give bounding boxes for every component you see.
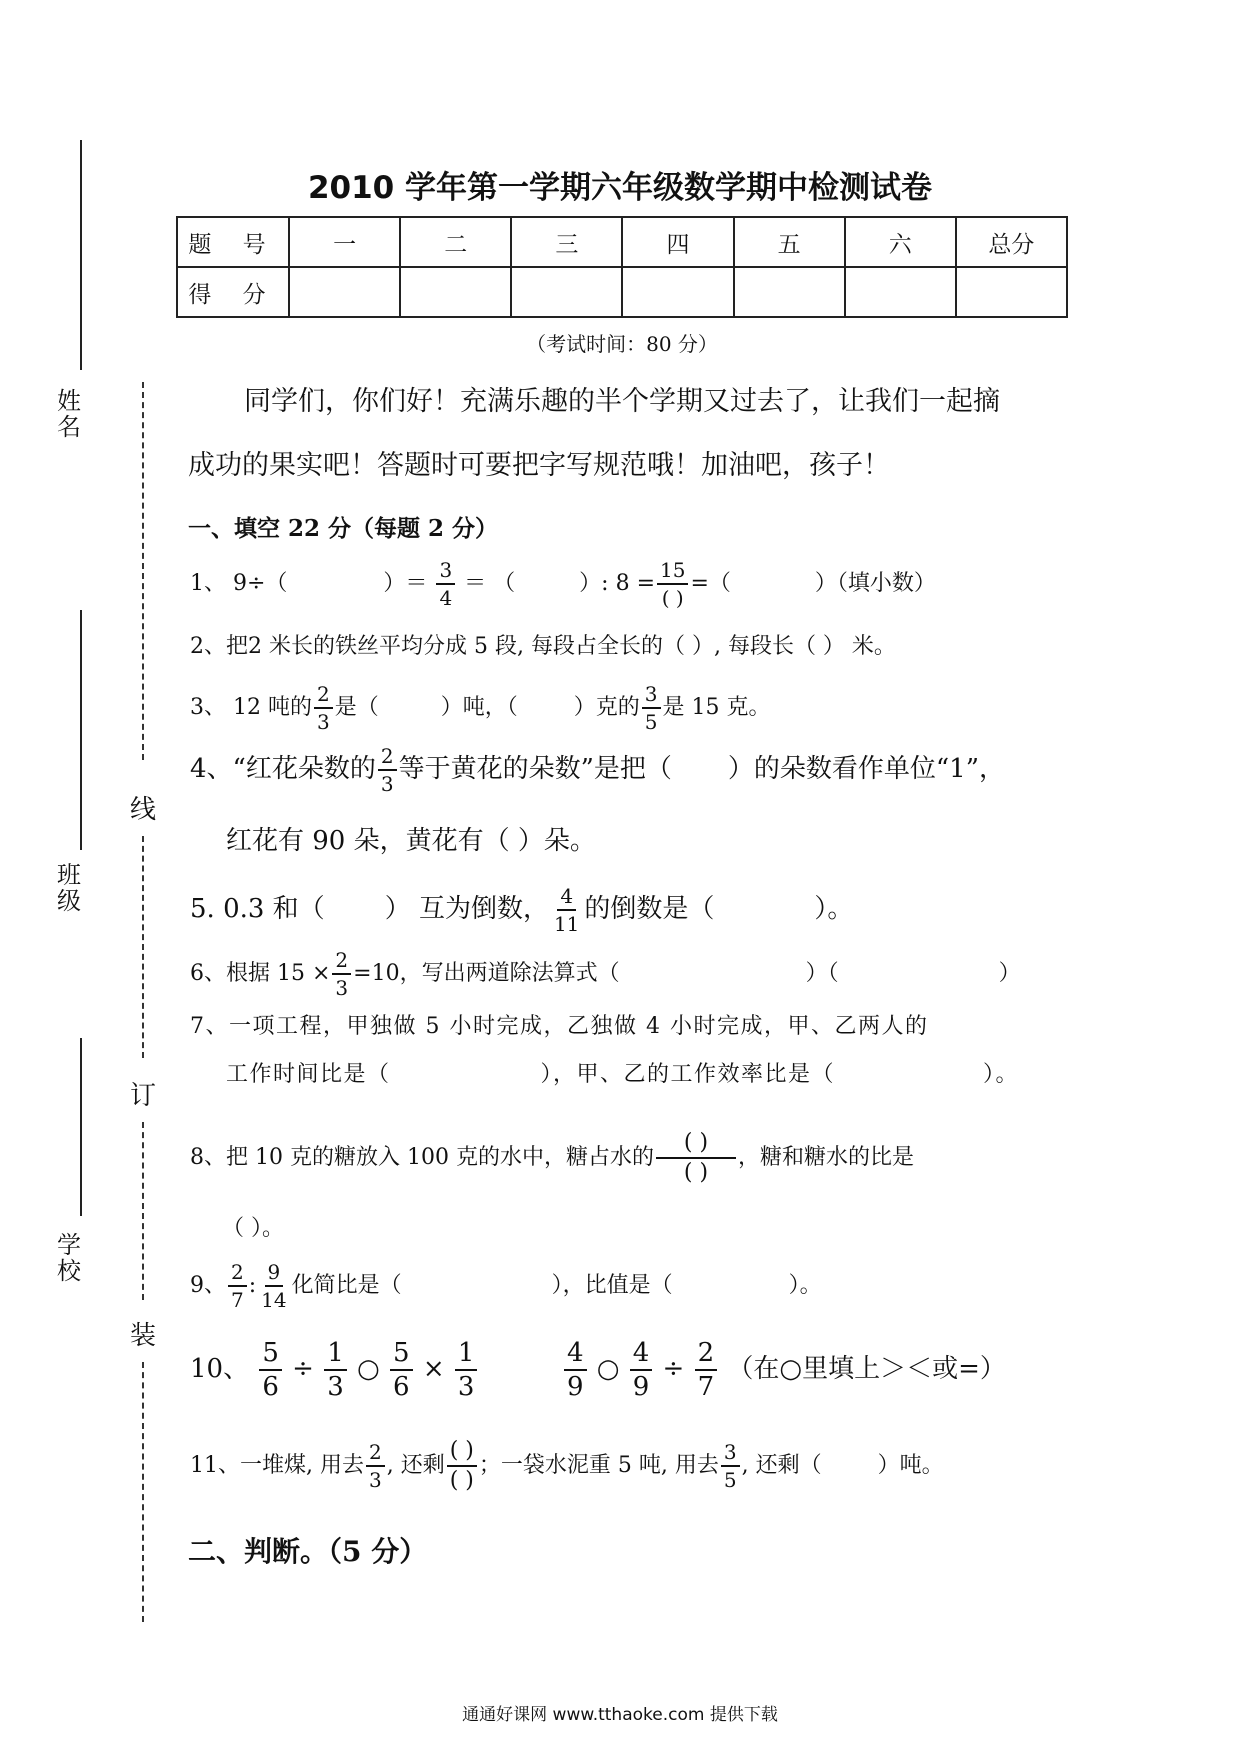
fraction: $\frac{1}{3}$ <box>324 1340 347 1400</box>
score-table <box>176 216 1068 318</box>
score-cell: 二 <box>400 217 511 267</box>
score-table-header-row <box>177 217 1067 267</box>
fraction: $\frac{2}{7}$ <box>228 1262 247 1310</box>
fraction: $\frac{1}{3}$ <box>455 1340 478 1400</box>
school-label: 学校 <box>57 1231 81 1285</box>
fraction: $\frac{3}{5}$ <box>721 1442 740 1490</box>
binding-char-ding: 订 <box>130 1081 157 1111</box>
question-8-line-2: （ ）。 <box>222 1216 284 1241</box>
score-cell: 题 号 <box>177 217 289 267</box>
binding-dash-3 <box>142 1122 144 1300</box>
question-8: 8、把 10 克的糖放入 100 克的水中，糖占水的 $\frac{( )}{( )}$ ，糖和糖水的比是 <box>190 1130 914 1185</box>
name-label: 姓名 <box>57 387 81 441</box>
binding-char-xian: 线 <box>130 795 157 825</box>
compare-circle[interactable]: ○ <box>357 1354 380 1384</box>
fraction: $\frac{2}{3}$ <box>378 746 397 794</box>
fraction: $\frac{( )}{( )}$ <box>656 1132 736 1184</box>
class-label: 班级 <box>57 861 81 915</box>
fraction: $\frac{5}{6}$ <box>390 1340 413 1400</box>
fraction: $\frac{4}{9}$ <box>564 1340 587 1400</box>
name-line <box>80 140 82 370</box>
fraction: $\frac{2}{3}$ <box>314 684 333 732</box>
fraction: $\frac{( )}{( )}$ <box>447 1440 477 1492</box>
binding-dash-2 <box>142 836 144 1058</box>
score-input-cell[interactable] <box>511 267 622 317</box>
question-2: 2、把2 米长的铁丝平均分成 5 段, 每段占全长的（ ）, 每段长（ ） 米。 <box>190 634 896 659</box>
score-cell: 一 <box>289 217 400 267</box>
question-4: 4、“红花朵数的 $\frac{2}{3}$ 等于黄花的朵数”是把（ ）的朵数看作单位“1”， <box>190 744 1006 796</box>
fraction: $\frac{9}{14}$ <box>261 1260 287 1312</box>
score-cell: 四 <box>622 217 733 267</box>
score-cell: 五 <box>734 217 845 267</box>
score-cell: 六 <box>845 217 956 267</box>
question-11: 11、一堆煤, 用去 $\frac{2}{3}$ , 还剩 $\frac{( )}{( )}$ ；一袋水泥重 5 吨, 用去 $\frac{3}{5}$ , 还剩（ ）吨。 <box>190 1438 944 1493</box>
question-4-line-2: 红花有 90 朵，黄花有（ ）朵。 <box>226 826 596 856</box>
score-input-cell[interactable] <box>289 267 400 317</box>
section-2-heading: 二、判断。（5 分） <box>188 1535 428 1568</box>
question-7-line-2: 工作时间比是（ ），甲、乙的工作效率比是（ ）。 <box>226 1062 1020 1087</box>
fraction: $\frac{2}{7}$ <box>695 1340 718 1400</box>
question-6: 6、根据 15 × $\frac{2}{3}$ =10，写出两道除法算式（ ）（ ） <box>190 948 1021 1000</box>
score-table-score-row <box>177 267 1067 317</box>
question-9: 9、 $\frac{2}{7}$ : $\frac{9}{14}$ 化简比是（ ），比值是（ ）。 <box>190 1260 822 1312</box>
question-3: 3、 12 吨的 $\frac{2}{3}$ 是（ ）吨，（ ）克的 $\frac{3}{5}$ 是 15 克。 <box>190 682 771 734</box>
score-input-cell[interactable] <box>845 267 956 317</box>
fraction: $\frac{3}{5}$ <box>642 684 661 732</box>
score-cell: 三 <box>511 217 622 267</box>
binding-dash-4 <box>142 1362 144 1622</box>
score-input-cell[interactable] <box>956 267 1067 317</box>
compare-circle[interactable]: ○ <box>596 1354 620 1384</box>
score-cell: 总分 <box>956 217 1067 267</box>
question-10: 10、 $\frac{5}{6}$ ÷ $\frac{1}{3}$ ○ $\frac{5}{6}$ × $\frac{1}{3}$ $\frac{4}{9}$ ○ $\frac{4}{9}$ ÷ $\frac{2}{7}$ （在○里填上＞＜或=） <box>190 1338 1006 1402</box>
intro-line-1: 同学们，你们好！充满乐趣的半个学期又过去了，让我们一起摘 <box>244 386 1000 417</box>
footer: 通通好课网 www.tthaoke.com 提供下载 <box>462 1705 778 1725</box>
fraction: $\frac{2}{3}$ <box>366 1442 385 1490</box>
intro-line-2: 成功的果实吧！答题时可要把字写规范哦！加油吧，孩子！ <box>188 450 890 481</box>
fraction: $\frac{2}{3}$ <box>332 950 351 998</box>
question-7: 7、一项工程，甲独做 5 小时完成，乙独做 4 小时完成，甲、乙两人的 <box>190 1014 929 1039</box>
fraction: $\frac{4}{11}$ <box>553 884 580 936</box>
score-input-cell[interactable] <box>734 267 845 317</box>
question-1: 1、 9÷（ ）＝ $\frac{3}{4}$ ＝ （ ）: 8 = $\frac{15}{( )}$ =（ ）（填小数） <box>190 558 936 610</box>
binding-char-zhuang: 装 <box>130 1321 157 1351</box>
exam-time: （考试时间：80 分） <box>526 332 718 356</box>
fraction: $\frac{4}{9}$ <box>630 1340 653 1400</box>
score-cell: 得 分 <box>177 267 289 317</box>
fraction: $\frac{3}{4}$ <box>436 560 455 608</box>
binding-dash-1 <box>142 382 144 760</box>
school-line <box>80 1038 82 1216</box>
section-1-heading: 一、填空 22 分（每题 2 分） <box>188 515 499 542</box>
score-input-cell[interactable] <box>400 267 511 317</box>
page-title: 2010 学年第一学期六年级数学期中检测试卷 <box>307 170 933 206</box>
score-input-cell[interactable] <box>622 267 733 317</box>
fraction: $\frac{15}{( )}$ <box>657 560 688 608</box>
class-line <box>80 610 82 850</box>
question-5: 5. 0.3 和（ ） 互为倒数， $\frac{4}{11}$ 的倒数是（ ）。 <box>190 884 854 936</box>
fraction: $\frac{5}{6}$ <box>259 1340 282 1400</box>
